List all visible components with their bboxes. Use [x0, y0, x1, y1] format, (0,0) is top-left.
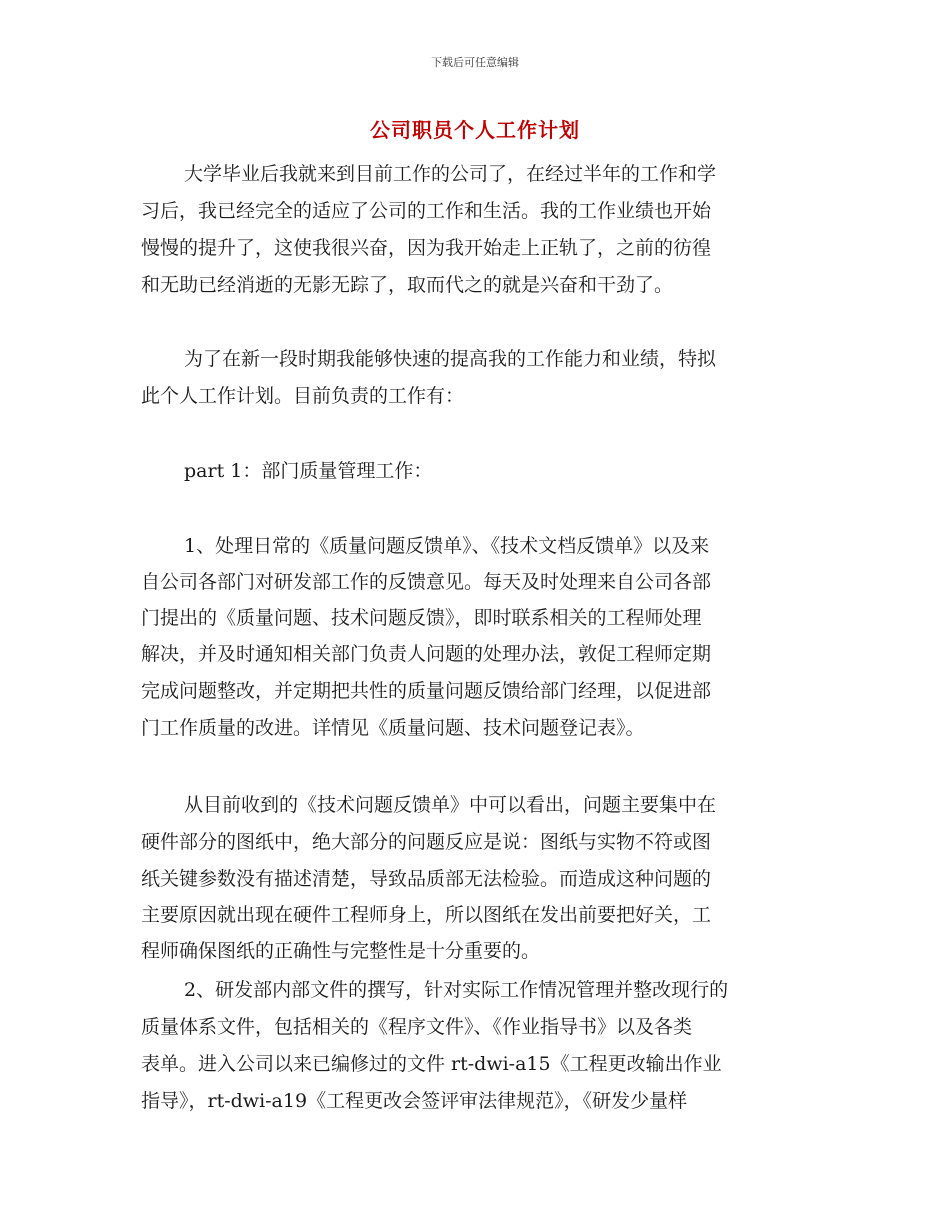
document-title: 公司职员个人工作计划 [370, 118, 580, 142]
paragraph-line: 完成问题整改，并定期把共性的质量问题反馈给部门经理，以促进部 [141, 680, 712, 702]
paragraph-line: 主要原因就出现在硬件工程师身上，所以图纸在发出前要把好关，工 [141, 904, 712, 926]
paragraph-line: 门提出的《质量问题、技术问题反馈》，即时联系相关的工程师处理 [141, 607, 702, 629]
paragraph-line: 从目前收到的《技术问题反馈单》中可以看出，问题主要集中在 [184, 794, 717, 816]
paragraph-line: 门工作质量的改进。详情见《质量问题、技术问题登记表》。 [141, 717, 645, 739]
paragraph-line: 自公司各部门对研发部工作的反馈意见。每天及时处理来自公司各部 [141, 571, 712, 593]
paragraph-line: 表单。进入公司以来已编修过的文件 rt-dwi-a15《工程更改输出作业 [141, 1053, 722, 1075]
paragraph-line: 解决，并及时通知相关部门负责人问题的处理办法，敦促工程师定期 [141, 643, 712, 665]
paragraph-line: 质量体系文件，包括相关的《程序文件》、《作业指导书》以及各类 [141, 1016, 693, 1038]
paragraph-line: 硬件部分的图纸中，绝大部分的问题反应是说：图纸与实物不符或图 [141, 831, 712, 853]
paragraph-line: 为了在新一段时期我能够快速的提高我的工作能力和业绩，特拟 [184, 348, 717, 370]
paragraph-line: 纸关键参数没有描述清楚，导致品质部无法检验。而造成这种问题的 [141, 868, 712, 890]
paragraph-line: 慢慢的提升了，这使我很兴奋，因为我开始走上正轨了，之前的彷徨 [141, 237, 712, 259]
paragraph-line: 和无助已经消逝的无影无踪了，取而代之的就是兴奋和干劲了。 [141, 274, 674, 296]
paragraph-line: 程师确保图纸的正确性与完整性是十分重要的。 [141, 940, 541, 962]
paragraph-line: 2、研发部内部文件的撰写，针对实际工作情况管理并整改现行的 [184, 979, 729, 1001]
section-heading: part 1：部门质量管理工作： [184, 460, 433, 482]
paragraph-line: 指导》，rt-dwi-a19《工程更改会签评审法律规范》，《研发少量样 [141, 1090, 688, 1112]
paragraph-line: 1、处理日常的《质量问题反馈单》、《技术文档反馈单》以及来 [184, 535, 710, 557]
paragraph-line: 习后，我已经完全的适应了公司的工作和生活。我的工作业绩也开始 [141, 200, 712, 222]
paragraph-line: 此个人工作计划。目前负责的工作有： [141, 385, 465, 407]
header-note: 下载后可任意编辑 [431, 56, 519, 69]
paragraph-line: 大学毕业后我就来到目前工作的公司了，在经过半年的工作和学 [184, 163, 717, 185]
